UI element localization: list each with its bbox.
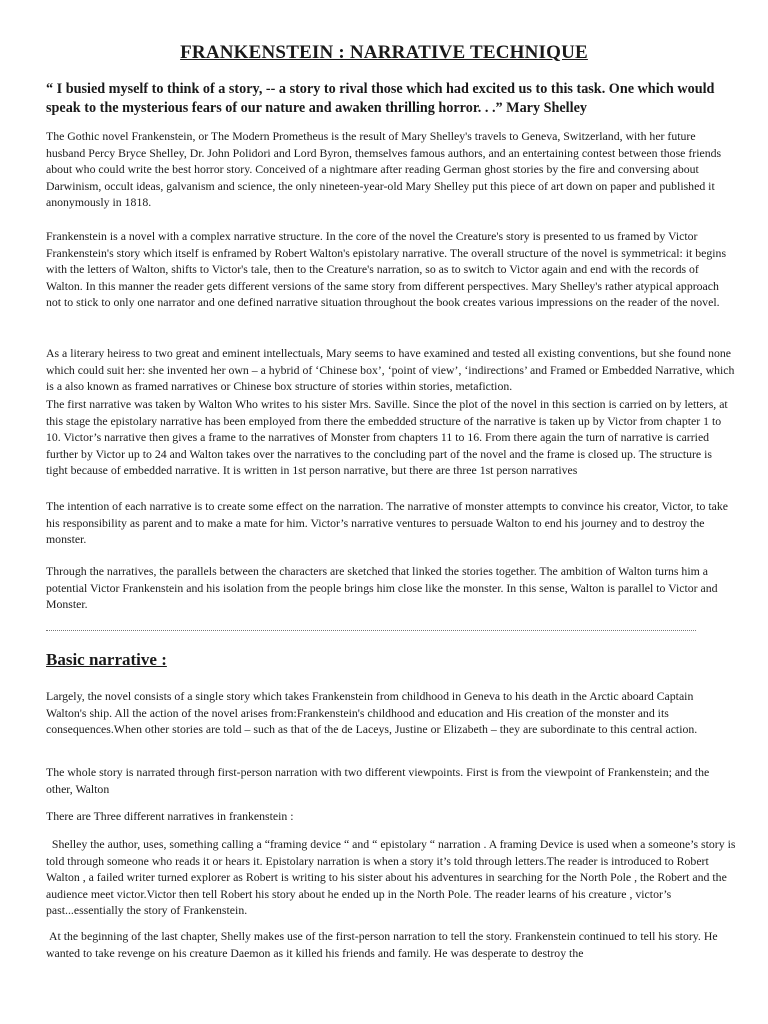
dotted-separator <box>46 624 696 631</box>
section-heading: Basic narrative : <box>46 650 167 669</box>
paragraph-origin: The Gothic novel Frankenstein, or The Modern Prometheus is the result of Mary Shelley's travels to Geneva, Switzerland, with her future husband Percy Bryce Shelley, Dr. John Polidori and Lord Byron, themselves famous authors, and an entertaining contest between those friends about who could write the best horror story. Conceived of a nightmare after reading German ghost stories by the fire and conversing about Darwinism, occult ideas, galvanism and science, the only nineteen-year-old Mary Shelley put this piece of art down on paper and published it anonymously in 1818. <box>46 129 722 210</box>
paragraph-hybrid: As a literary heiress to two great and eminent intellectuals, Mary seems to have examined and tested all existing conventions, but she found none which could suit her: she invented her own – a hybrid of ‘Chinese box’, ‘point of view’, ‘indirections’ and Framed or Embedded Narrative, which is a also known as framed narratives or Chinese box structure of stories within stories, metafiction. <box>46 346 735 394</box>
paragraph-last-chapter: At the beginning of the last chapter, Shelly makes use of the first-person narration to tell the story. Frankenstein continued to tell his story. He wanted to take revenge on his creature Daemon as it killed his friends and family. He was desperate to destroy the <box>46 929 718 960</box>
paragraph-basic-narrative: Largely, the novel consists of a single story which takes Frankenstein from childhood in Geneva to his death in the Arctic aboard Captain Walton's ship. All the action of the novel arises from:Frankenstein's childhood and education and His creation of the monster and its consequences.When other stories are told – such as that of the de Laceys, Justine or Elizabeth – they are subordinate to this central action. <box>46 689 698 737</box>
epigraph-quote: “ I busied myself to think of a story, -- a story to rival those which had excited us to this task. One which would speak to the mysterious fears of our nature and awaken thrilling horror. . .” Mary Shelley <box>46 81 715 116</box>
page-title: FRANKENSTEIN : NARRATIVE TECHNIQUE <box>180 42 588 63</box>
paragraph-framing-device: Shelley the author, uses, something calling a “framing device “ and “ epistolary “ narration . A framing Device is used when a someone’s story is told through someone who reads it or hears it. Epistolary narration is when a story it’s told through letters.The reader is introduced to Robert Walton , a failed writer turned explorer as Robert is writing to his sister about his adventures in searching for the North Pole , the Robert and the audience meet victor.Victor then tell Robert his story about he ended up in the North Pole. The reader learns of his creature , victor’s past...essentially the story of Frankenstein. <box>46 837 736 918</box>
paragraph-viewpoints: The whole story is narrated through first-person narration with two different viewpoints. First is from the viewpoint of Frankenstein; and the other, Walton <box>46 765 710 796</box>
paragraph-three-narratives: There are Three different narratives in frankenstein : <box>46 809 294 823</box>
paragraph-parallels: Through the narratives, the parallels between the characters are sketched that linked the stories together. The ambition of Walton turns him a potential Victor Frankenstein and his isolation from the people brings him close like the monster. In this sense, Walton is parallel to Victor and Monster. <box>46 564 718 612</box>
paragraph-first-narrative: The first narrative was taken by Walton Who writes to his sister Mrs. Saville. Since the plot of the novel in this section is carried on by letters, at this stage the epistolary narrative has been employed from there the embedded structure of the narrative is taken up by Victor from chapter 1 to 10. Victor’s narrative then gives a frame to the narratives of Monster from chapters 11 to 16. From there again the turn of narrative is carried further by Victor up to 24 and Walton takes over the narratives to the concluding part of the novel and the frame is closed up. The structure is tight because of embedded narrative. It is written in 1st person narrative, but there are three 1st person narratives <box>46 397 728 478</box>
paragraph-structure: Frankenstein is a novel with a complex narrative structure. In the core of the novel the Creature's story is presented to us framed by Victor Frankenstein's story which itself is enframed by Robert Walton's epistolary narrative. The overall structure of the novel is symmetrical: it begins with the letters of Walton, shifts to Victor's tale, then to the Creature's narration, so as to switch to Victor again and end with the records of Walton. In this manner the reader gets different versions of the same story from different perspectives. Mary Shelley's rather atypical approach not to stick to only one narrator and one defined narrative situation throughout the book creates various impressions on the reader of the novel. <box>46 229 727 310</box>
paragraph-intention: The intention of each narrative is to create some effect on the narration. The narrative of monster attempts to convince his creator, Victor, to take his responsibility as parent and to make a mate for him. Victor’s narrative ventures to persuade Walton to end his journey and to destroy the monster. <box>46 499 728 547</box>
